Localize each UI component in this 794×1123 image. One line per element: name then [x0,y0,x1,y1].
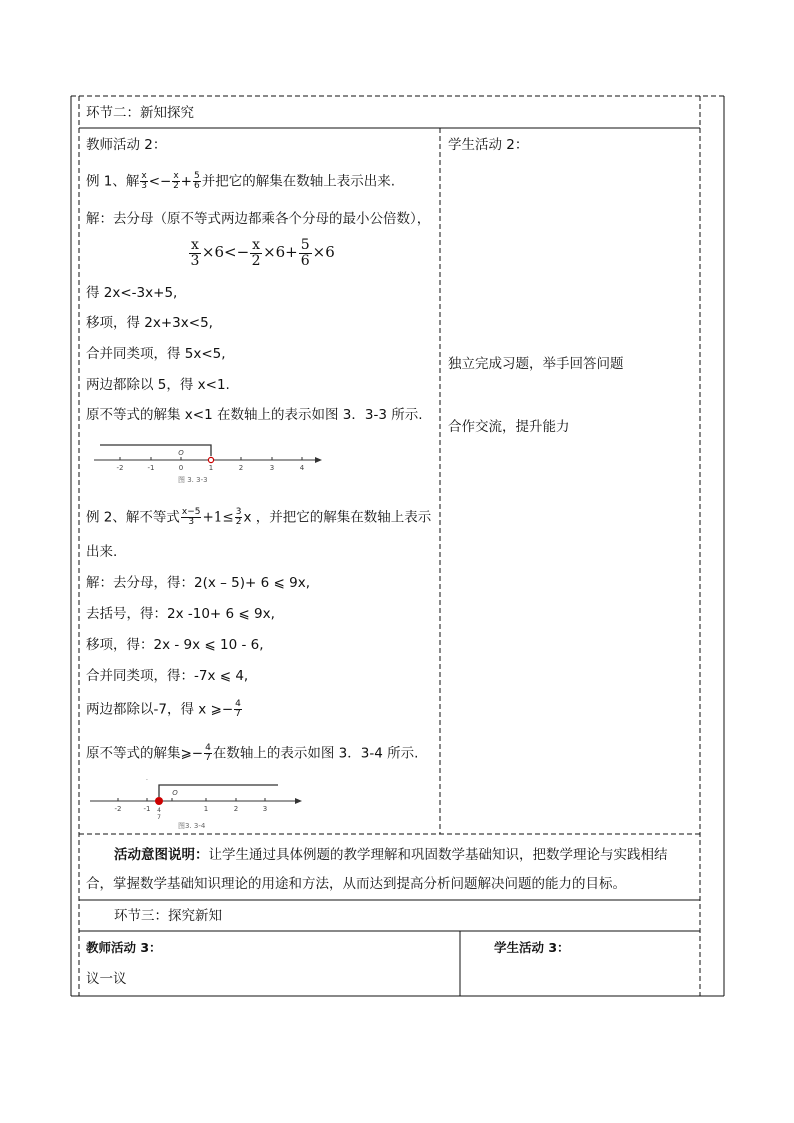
ex1-display-equation [188,238,335,268]
ex1-conclusion: 原不等式的解集 x<1 在数轴上的表示如图 3．3-3 所示. [86,407,423,423]
eq-frac-5-6 [299,238,312,268]
frac-den: 2 [251,253,261,269]
eq-part: ×6+ [263,243,298,261]
tick-label: 1 [203,805,209,813]
ex2-step: 解：去分母，得：2(x – 5)+ 6 ⩽ 9x, [86,575,310,591]
tick-label: -2 [116,464,124,472]
frac-num: x [191,237,199,253]
frac-num: x [252,237,261,253]
activity-intent-label: 活动意图说明： [114,847,209,863]
tick-label: 3 [262,805,268,813]
origin-label: O [172,789,178,797]
example-1-statement [86,172,395,191]
ex1-step-clear-denominators: 解：去分母（原不等式两边都乘各个分母的最小公倍数）， [86,211,431,227]
activity-intent-text: 让学生通过具体例题的教学理解和巩固数学基础知识，把数学理论与实践相结 [208,847,668,863]
figure-caption: 图 3. 3-3 [178,476,208,484]
ex2-frac-4-7 [234,700,242,719]
ex2-operator: +1≤ [202,509,234,526]
ex1-step: 两边都除以 5，得 x<1. [86,377,230,393]
frac-den: 7 [235,709,241,719]
ex2-statement-cont: 出来. [86,544,118,560]
ex1-operator: <− [148,173,172,190]
tick-label: -1 [147,464,155,472]
axis-arrow [295,798,302,804]
tick-label: -1 [143,805,151,813]
ex1-step: 得 2x<-3x+5, [86,285,178,301]
ex2-conclusion [86,744,418,763]
activity-intent-line-1 [114,846,668,864]
ex2-suffix: x ，并把它的解集在数轴上表示 [243,509,432,526]
axis-arrow [315,457,322,463]
ex2-step: 合并同类项，得：-7x ⩽ 4, [86,668,249,684]
figure-caption: 图3. 3-4 [178,822,206,830]
ex1-operator: + [180,173,192,190]
section-heading: 环节二：新知探究 [86,105,194,121]
ex2-divide-text: 两边都除以-7，得 x ⩾− [86,701,234,718]
number-line-figure-1 [90,440,330,474]
ex1-frac-x-2 [172,172,179,191]
point-label-num: 4 [157,807,161,814]
activity-intent-line-2: 合，掌握数学基础知识理论的用途和方法，从而达到提高分析问题解决问题的能力的目标。 [86,876,626,892]
tick-label: 4 [299,464,305,472]
ex2-step: 去括号，得：2x -10+ 6 ⩽ 9x, [86,606,275,622]
ex1-suffix: 并把它的解集在数轴上表示出来. [201,173,396,190]
frac-den: 7 [205,753,211,763]
tick-label: -2 [114,805,122,813]
ex2-conclusion-frac [204,744,212,763]
frac-num: x−5 [181,507,201,517]
ex1-step: 合并同类项，得 5x<5, [86,346,226,362]
ex2-conclusion-b: 在数轴上的表示如图 3．3-4 所示. [212,745,419,762]
teacher-activity-label: 教师活动 3： [86,940,162,955]
frac-num: 5 [193,171,200,181]
frac-den: 3 [190,253,200,269]
ex1-frac-x-3 [140,172,147,191]
ex2-frac-x-5-3 [181,508,202,527]
solution-bracket [100,445,211,456]
open-point-marker [208,457,213,462]
frac-den: 2 [235,517,242,527]
ex2-frac-3-2 [235,508,243,527]
student-activity-line: 独立完成习题，举手回答问题 [448,356,624,372]
ex1-frac-5-6 [193,172,201,191]
frac-num: 4 [205,743,211,753]
point-label-den: 7 [157,814,161,820]
eq-part: ×6<− [201,243,250,261]
frac-den: 3 [141,181,147,191]
closed-point-marker [155,797,163,805]
discussion-prompt: 议一议 [86,971,127,987]
frac-den: 6 [300,253,310,269]
eq-frac-x-2 [250,238,262,268]
tick-label: 1 [208,464,214,472]
origin-label: O [178,449,184,457]
frac-num: x [141,171,147,181]
tick-label: 3 [269,464,275,472]
eq-frac-x-3 [189,238,201,268]
decor-dot: · [146,777,148,784]
ex1-prefix: 例 1、解 [86,173,140,190]
student-activity-line: 合作交流，提升能力 [448,419,570,435]
tick-label: 0 [178,464,184,472]
tick-label: 2 [238,464,244,472]
tick-label: 2 [233,805,239,813]
frac-num: 3 [235,507,242,517]
student-activity-label: 学生活动 3： [494,940,570,955]
frac-num: x [173,171,179,181]
student-activity-label: 学生活动 2： [448,137,529,153]
frac-den: 6 [193,181,200,191]
eq-part: ×6 [312,243,335,261]
ex2-step: 移项，得：2x - 9x ⩽ 10 - 6, [86,637,264,653]
ex2-prefix: 例 2、解不等式 [86,509,180,526]
frac-num: 5 [300,237,310,253]
ex1-step: 移项，得 2x+3x<5, [86,315,213,331]
number-line-figure-2 [88,776,308,820]
teacher-activity-label: 教师活动 2： [86,137,167,153]
ex2-conclusion-a: 原不等式的解集⩾− [86,745,204,762]
frac-num: 4 [235,699,241,709]
example-2-statement [86,508,431,527]
ex2-divide-step [86,700,243,719]
frac-den: 3 [188,517,195,527]
section-heading: 环节三：探究新知 [114,908,222,924]
frac-den: 2 [173,181,179,191]
